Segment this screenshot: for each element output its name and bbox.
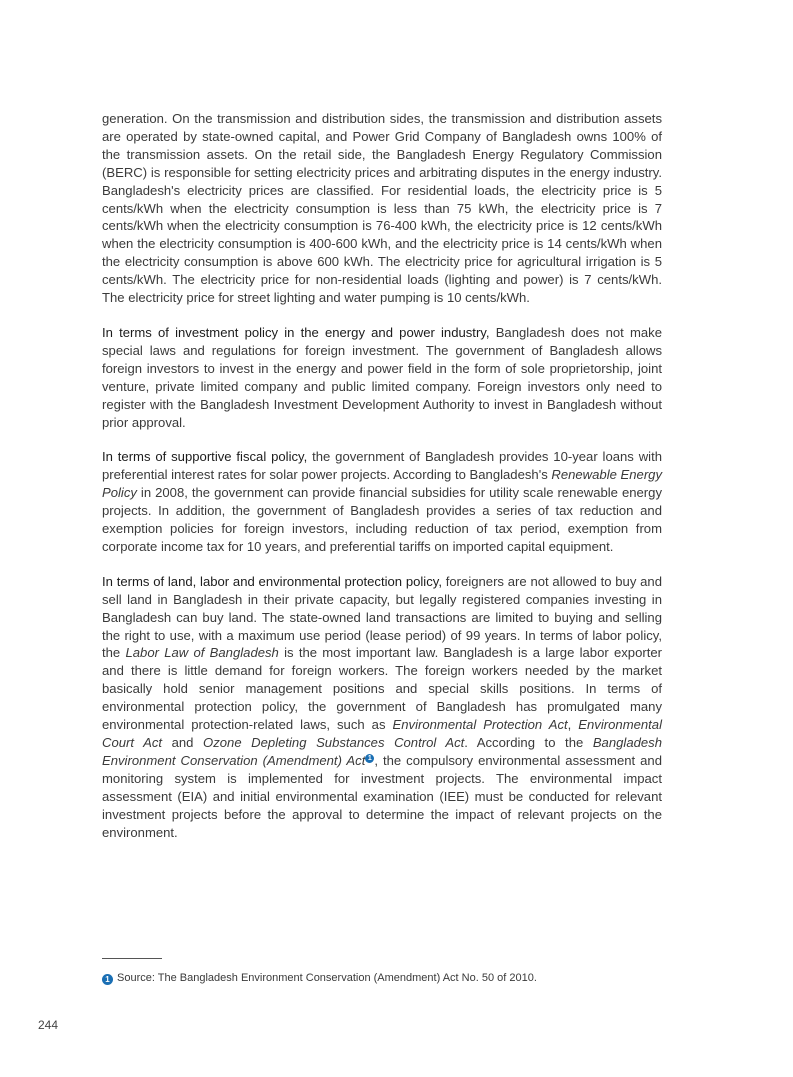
- paragraph-lead: In terms of supportive fiscal policy,: [102, 449, 308, 465]
- italic-title: Environmental Protection Act: [392, 717, 568, 733]
- footnote-marker-icon: 1: [102, 974, 113, 985]
- page-number: 244: [38, 1018, 59, 1032]
- footnote-reference-link[interactable]: 1: [365, 754, 374, 763]
- paragraph-lead: In terms of investment policy in the energy and power industry,: [102, 324, 490, 340]
- italic-title: Labor Law of Bangladesh: [125, 645, 279, 661]
- paragraph-text: and: [162, 735, 204, 750]
- footnote-text: Source: The Bangladesh Environment Conservation (Amendment) Act No. 50 of 2010.: [117, 972, 537, 984]
- paragraph-lead: In terms of land, labor and environmental protection policy,: [102, 573, 442, 589]
- paragraph-text: , the compulsory environmental assessment and monitoring system is implemented for investment projects. The environmental impact assessment (EIA) and initial environmental examination (IEE) must be conducted for relevant investment projects before the approval to determine the impact of relevant projects on the environment.: [102, 752, 662, 840]
- paragraph-text: . According to the: [464, 735, 593, 750]
- paragraph-text: ,: [567, 717, 579, 733]
- paragraph-text: Bangladesh does not make special laws and regulations for foreign investment. The government of Bangladesh allows foreign investors to invest in the energy and power field in the form of sole proprietorship, joint venture, private limited company and public limited company. Foreign investors only need to register with the Bangladesh Investment Development Authority to invest in Bangladesh without prior approval.: [102, 324, 662, 430]
- italic-title: Ozone Depleting Substances Control Act: [203, 735, 465, 750]
- paragraph-text: generation. On the transmission and distribution sides, the transmission and distribution assets are operated by state-owned capital, and Power Grid Company of Bangladesh owns 100% of the transmission assets. On the retail side, the Bangladesh Energy Regulatory Commission (BERC) is responsible for setting electricity prices and arbitrating disputes in the energy industry. Bangladesh's electricity prices are classified. For residential loads, the electricity price is 5 cents/kWh when the electricity consumption is less than 75 kWh, the electricity price is 7 cents/kWh when the electricity consumption is 76-400 kWh, the electricity price is 12 cents/kWh when the electricity consumption is 400-600 kWh, and the electricity price is 14 cents/kWh when the electricity consumption is above 600 kWh. The electricity price for agricultural irrigation is 5 cents/kWh. The electricity price for non-residential loads (lighting and power) is 7 cents/kWh. The electricity price for street lighting and water pumping is 10 cents/kWh.: [102, 111, 662, 306]
- footnote: [102, 972, 537, 985]
- italic-title: Bangladesh Environment Conservation (Amendment) Act: [102, 735, 662, 768]
- paragraph-text: in 2008, the government can provide financial subsidies for utility scale renewable energy projects. In addition, the government of Bangladesh provides a series of tax reduction and exemption policies for foreign investors, including reduction of tax period, exemption from corporate income tax for 10 years, and preferential tariffs on imported capital equipment.: [102, 485, 662, 554]
- paragraph-electricity-prices: [102, 110, 662, 307]
- footnote-divider: [102, 958, 162, 959]
- paragraph-land-labor-environment: [102, 573, 662, 842]
- paragraph-text: is the most important law. Bangladesh is a large labor exporter and there is little demand for foreign workers. The foreign workers needed by the market basically hold senior management positions and special skills positions. In terms of environmental protection policy, the government of Bangladesh has promulgated many environmental protection-related laws, such as: [102, 645, 663, 733]
- paragraph-fiscal-policy: [102, 448, 662, 555]
- italic-title: Renewable Energy Policy: [102, 467, 663, 501]
- paragraph-investment-policy: [102, 324, 662, 431]
- paragraph-text: the government of Bangladesh provides 10-year loans with preferential interest rates for solar power projects. According to Bangladesh's: [102, 449, 662, 483]
- paragraph-text: foreigners are not allowed to buy and sell land in Bangladesh in their private capacity, but legally registered companies investing in Bangladesh can buy land. The state-owned land transactions are limited to buying and selling the right to use, with a maximum use period (lease period) of 99 years. In terms of labor policy, the: [102, 573, 662, 661]
- italic-title: Environmental Court Act: [102, 717, 662, 750]
- body-text: [102, 110, 662, 858]
